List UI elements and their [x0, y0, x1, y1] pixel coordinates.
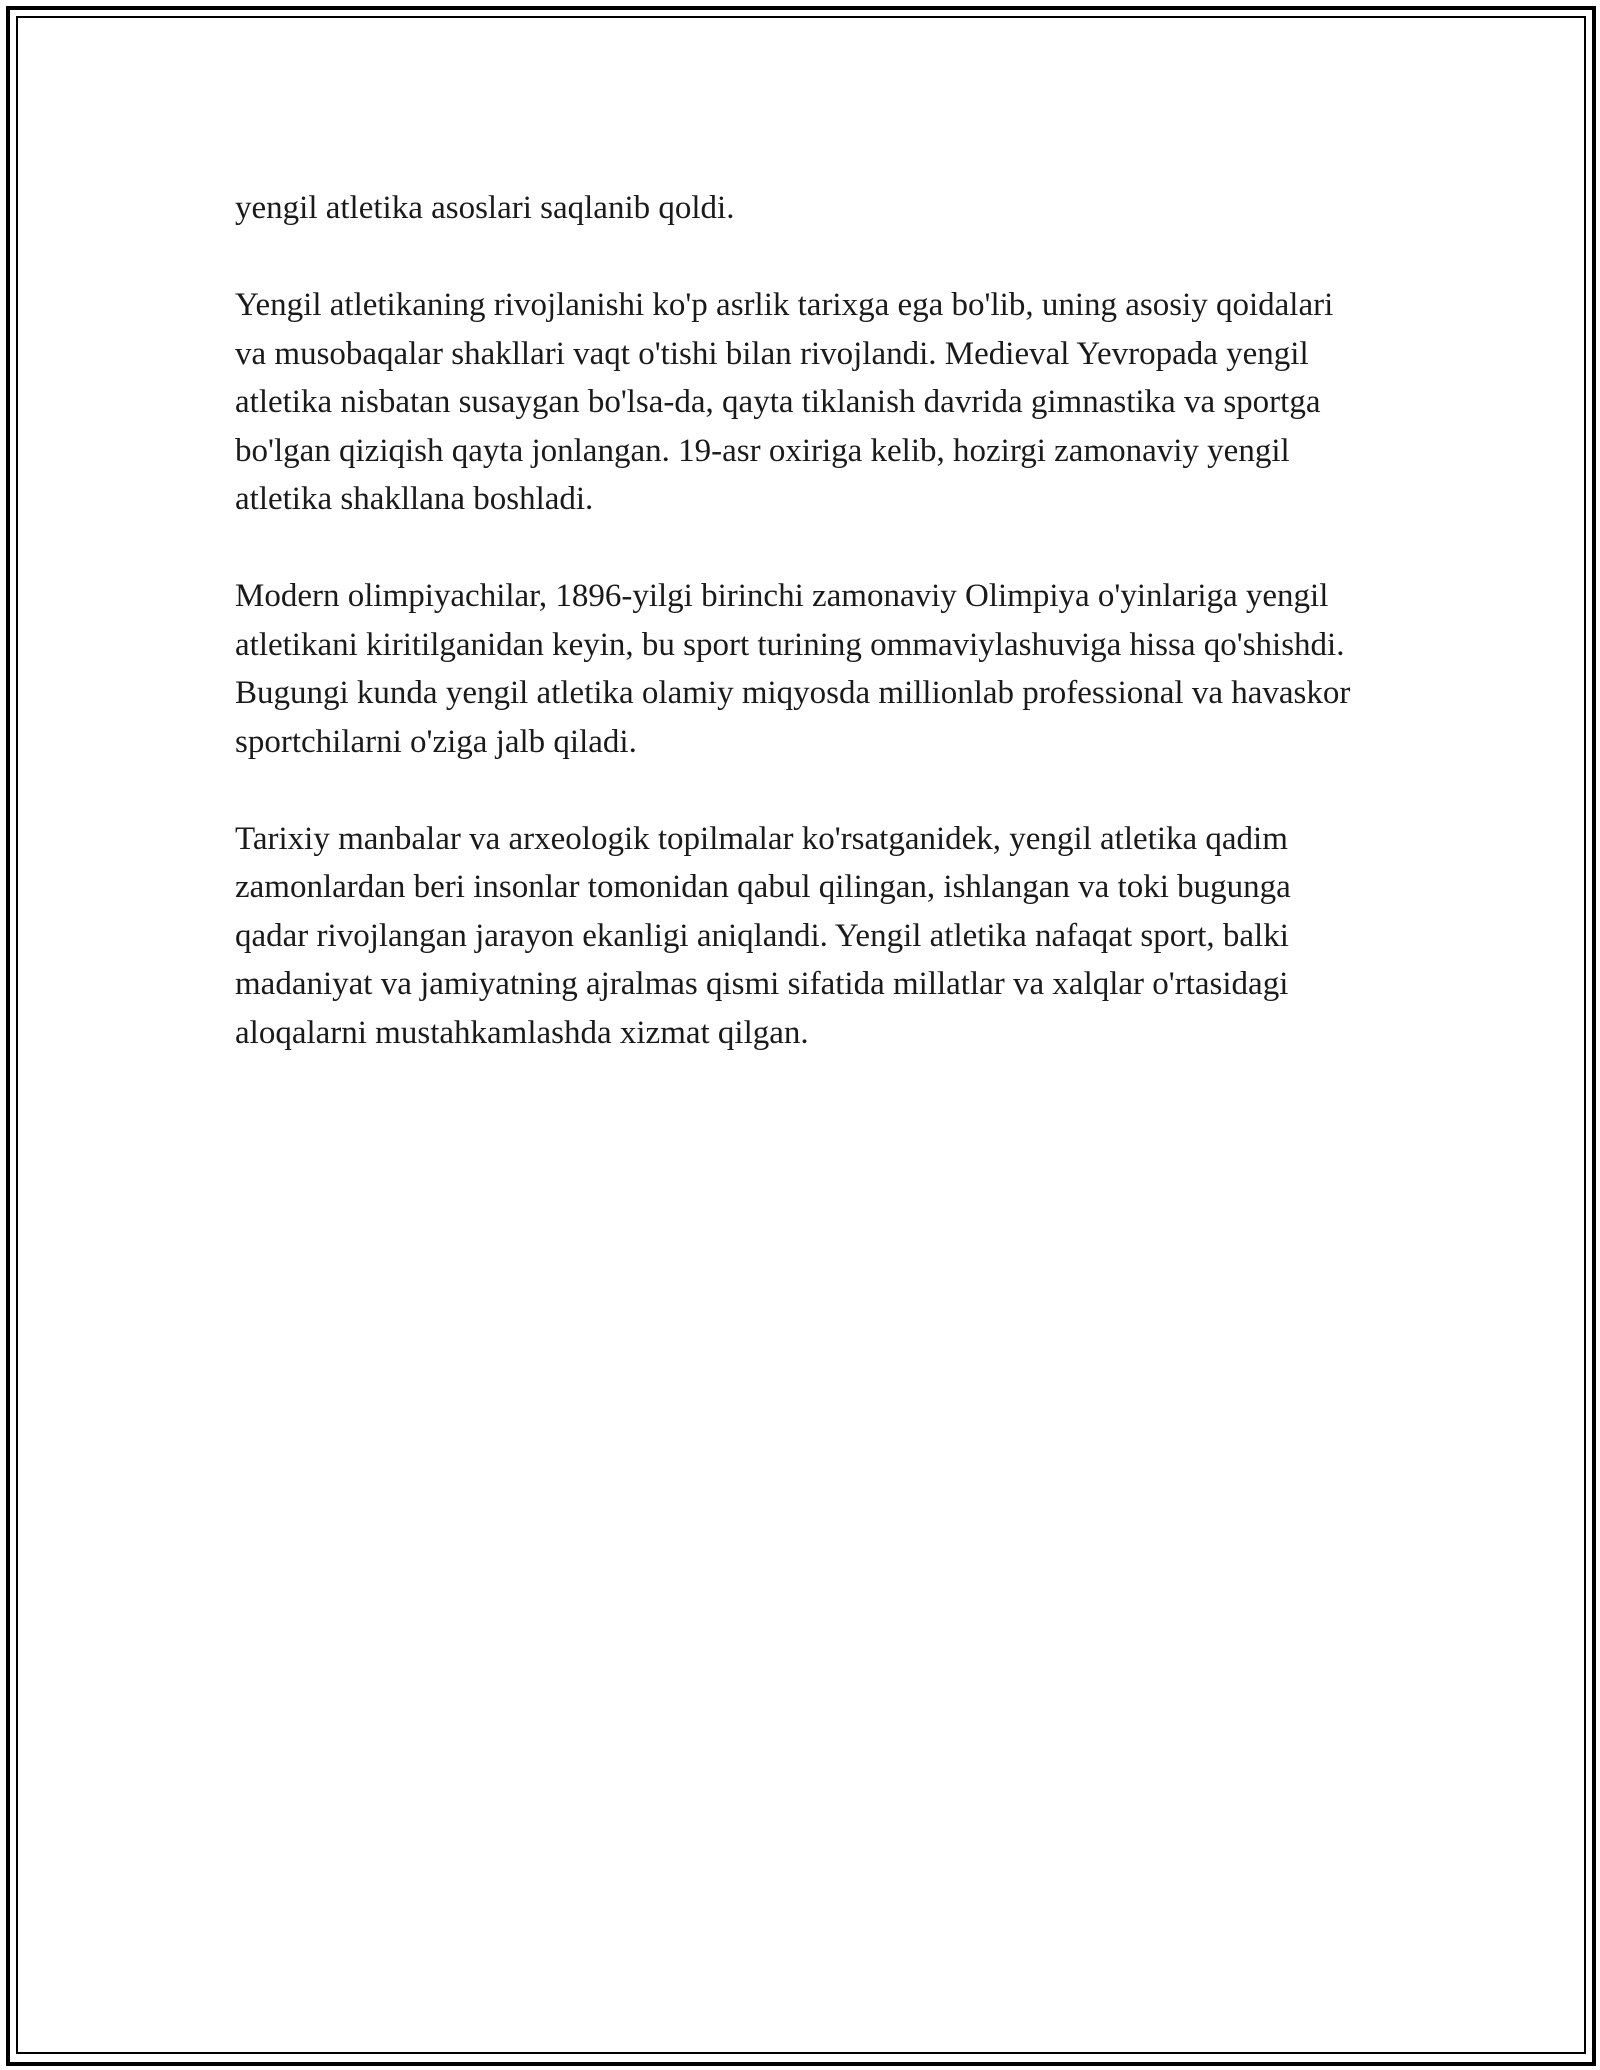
paragraph-4: Tarixiy manbalar va arxeologik topilmalar ko'rsatganidek, yengil atletika qadim zamonlardan beri insonlar tomonidan qabul qilingan, ishlangan va toki bugunga qadar rivojlangan jarayon ekanligi aniqlandi. Yengil atletika nafaqat sport, balki madaniyat va jamiyatning ajralmas qismi sifatida millatlar va xalqlar o'rtasidagi aloqalarni mustahkamlashda xizmat qilgan.: [235, 820, 1291, 1051]
paragraph-2: Yengil atletikaning rivojlanishi ko'p asrlik tarixga ega bo'lib, uning asosiy qoidalari va musobaqalar shakllari vaqt o'tishi bilan rivojlandi. Medieval Yevropada yengil atletika nisbatan susaygan bo'lsa-da, qayta tiklanish davrida gimnastika va sportga bo'lgan qiziqish qayta jonlangan. 19-asr oxiriga kelib, hozirgi zamonaviy yengil atletika shakllana boshladi.: [235, 287, 1334, 517]
paragraph-1: yengil atletika asoslari saqlanib qoldi.: [235, 190, 735, 226]
document-body: [235, 184, 1370, 1106]
paragraph-3: Modern olimpiyachilar, 1896-yilgi birinchi zamonaviy Olimpiya o'yinlariga yengil atletikani kiritilganidan keyin, bu sport turining ommaviylashuviga hissa qo'shishdi. Bugungi kunda yengil atletika olamiy miqyosda millionlab professional va havaskor sportchilarni o'ziga jalb qiladi.: [235, 578, 1351, 760]
